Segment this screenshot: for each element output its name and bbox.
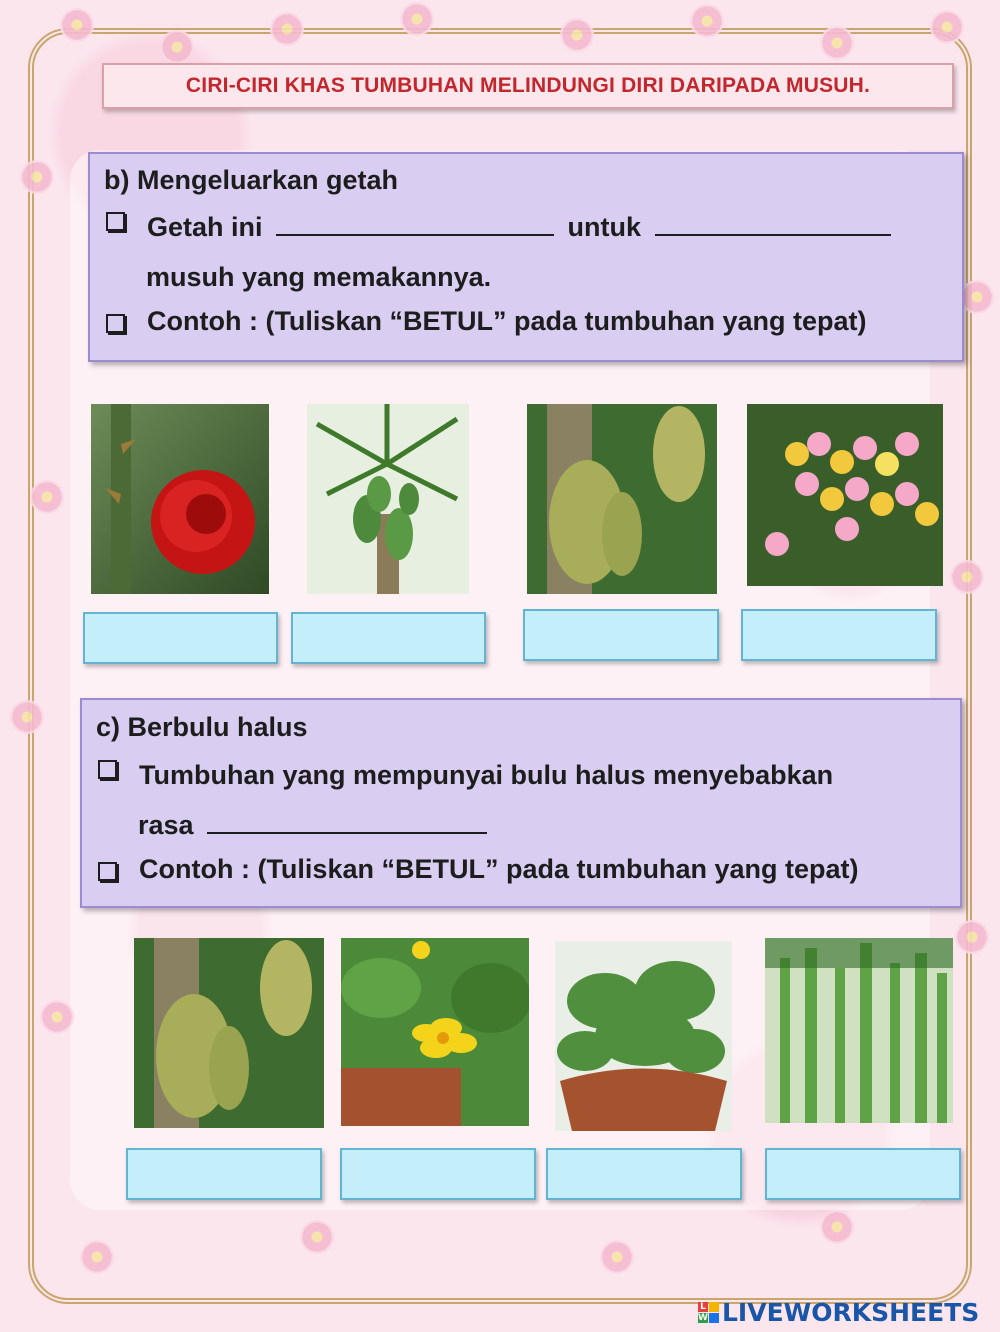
blossom-decoration — [60, 8, 94, 42]
section-c-bullet-1 — [96, 752, 946, 798]
checkbox-bullet-icon — [98, 760, 117, 779]
fill-blank-2 — [655, 208, 891, 236]
answer-box-papaya[interactable] — [291, 612, 486, 664]
section-c-line2-start: rasa — [138, 810, 194, 840]
answer-box-gourd[interactable] — [340, 1148, 536, 1200]
blossom-decoration — [30, 480, 64, 514]
blossom-decoration — [600, 1240, 634, 1274]
answer-box-lantana[interactable] — [741, 609, 937, 661]
checkbox-bullet-icon — [106, 314, 125, 333]
blossom-decoration — [40, 1000, 74, 1034]
answer-box-rose[interactable] — [83, 612, 278, 664]
blossom-decoration — [300, 1220, 334, 1254]
section-b-heading: b) Mengeluarkan getah — [104, 165, 399, 195]
blossom-decoration — [80, 1240, 114, 1274]
blossom-decoration — [270, 12, 304, 46]
section-b-line3: Contoh : (Tuliskan “BETUL” pada tumbuhan yang tepat) — [147, 306, 867, 336]
section-b-line2: musuh yang memakannya. — [146, 262, 492, 292]
lantana-flower-photo — [747, 404, 943, 586]
checkbox-bullet-icon — [98, 862, 117, 881]
blossom-decoration — [560, 18, 594, 52]
section-b-line1 — [147, 204, 897, 250]
answer-box-jackfruit[interactable] — [523, 609, 719, 661]
section-b-bullet-1 — [104, 204, 948, 250]
blossom-decoration — [20, 160, 54, 194]
logo-text: LIVEWORKSHEETS — [722, 1297, 980, 1327]
section-c-line3: Contoh : (Tuliskan “BETUL” pada tumbuhan yang tepat) — [139, 854, 859, 884]
logo-letter-w: W — [698, 1312, 708, 1323]
section-b-line1-start: Getah ini — [147, 212, 263, 242]
rose-photo — [91, 404, 269, 594]
blossom-decoration — [400, 2, 434, 36]
blossom-decoration — [820, 26, 854, 60]
answer-box-bamboo[interactable] — [765, 1148, 961, 1200]
blossom-decoration — [930, 10, 964, 44]
liveworksheets-logo — [698, 1297, 979, 1327]
blossom-decoration — [955, 920, 989, 954]
section-b-line1-mid: untuk — [567, 212, 642, 242]
section-b-panel — [88, 152, 964, 362]
section-c-line2 — [96, 802, 946, 848]
answer-box-jackfruit-c[interactable] — [126, 1148, 322, 1200]
section-c-heading: c) Berbulu halus — [96, 712, 308, 742]
logo-letter-l: L — [698, 1302, 708, 1312]
jackfruit-photo — [527, 404, 717, 594]
papaya-tree-photo — [307, 404, 469, 594]
blossom-decoration — [820, 1210, 854, 1244]
potted-herb-photo — [555, 941, 732, 1131]
worksheet-title — [102, 63, 954, 109]
logo-block — [709, 1302, 719, 1312]
fill-blank-3 — [207, 806, 487, 834]
blossom-decoration — [10, 700, 44, 734]
liveworksheets-logo-icon — [698, 1302, 719, 1323]
section-c-bullet-2 — [96, 854, 946, 885]
logo-block — [709, 1313, 719, 1323]
checkbox-bullet-icon — [106, 212, 125, 231]
section-c-line1: Tumbuhan yang mempunyai bulu halus menyebabkan — [139, 760, 834, 790]
gourd-flower-photo — [341, 938, 529, 1126]
answer-box-herb[interactable] — [546, 1148, 742, 1200]
bamboo-photo — [765, 938, 953, 1123]
blossom-decoration — [950, 560, 984, 594]
jackfruit-photo — [134, 938, 324, 1128]
section-b-bullet-2 — [104, 306, 948, 337]
blossom-decoration — [690, 4, 724, 38]
title-text: CIRI-CIRI KHAS TUMBUHAN MELINDUNGI DIRI DARIPADA MUSUH. — [185, 74, 871, 97]
section-c-panel — [80, 698, 962, 908]
fill-blank-1 — [276, 208, 554, 236]
blossom-decoration — [960, 280, 994, 314]
blossom-decoration — [160, 30, 194, 64]
